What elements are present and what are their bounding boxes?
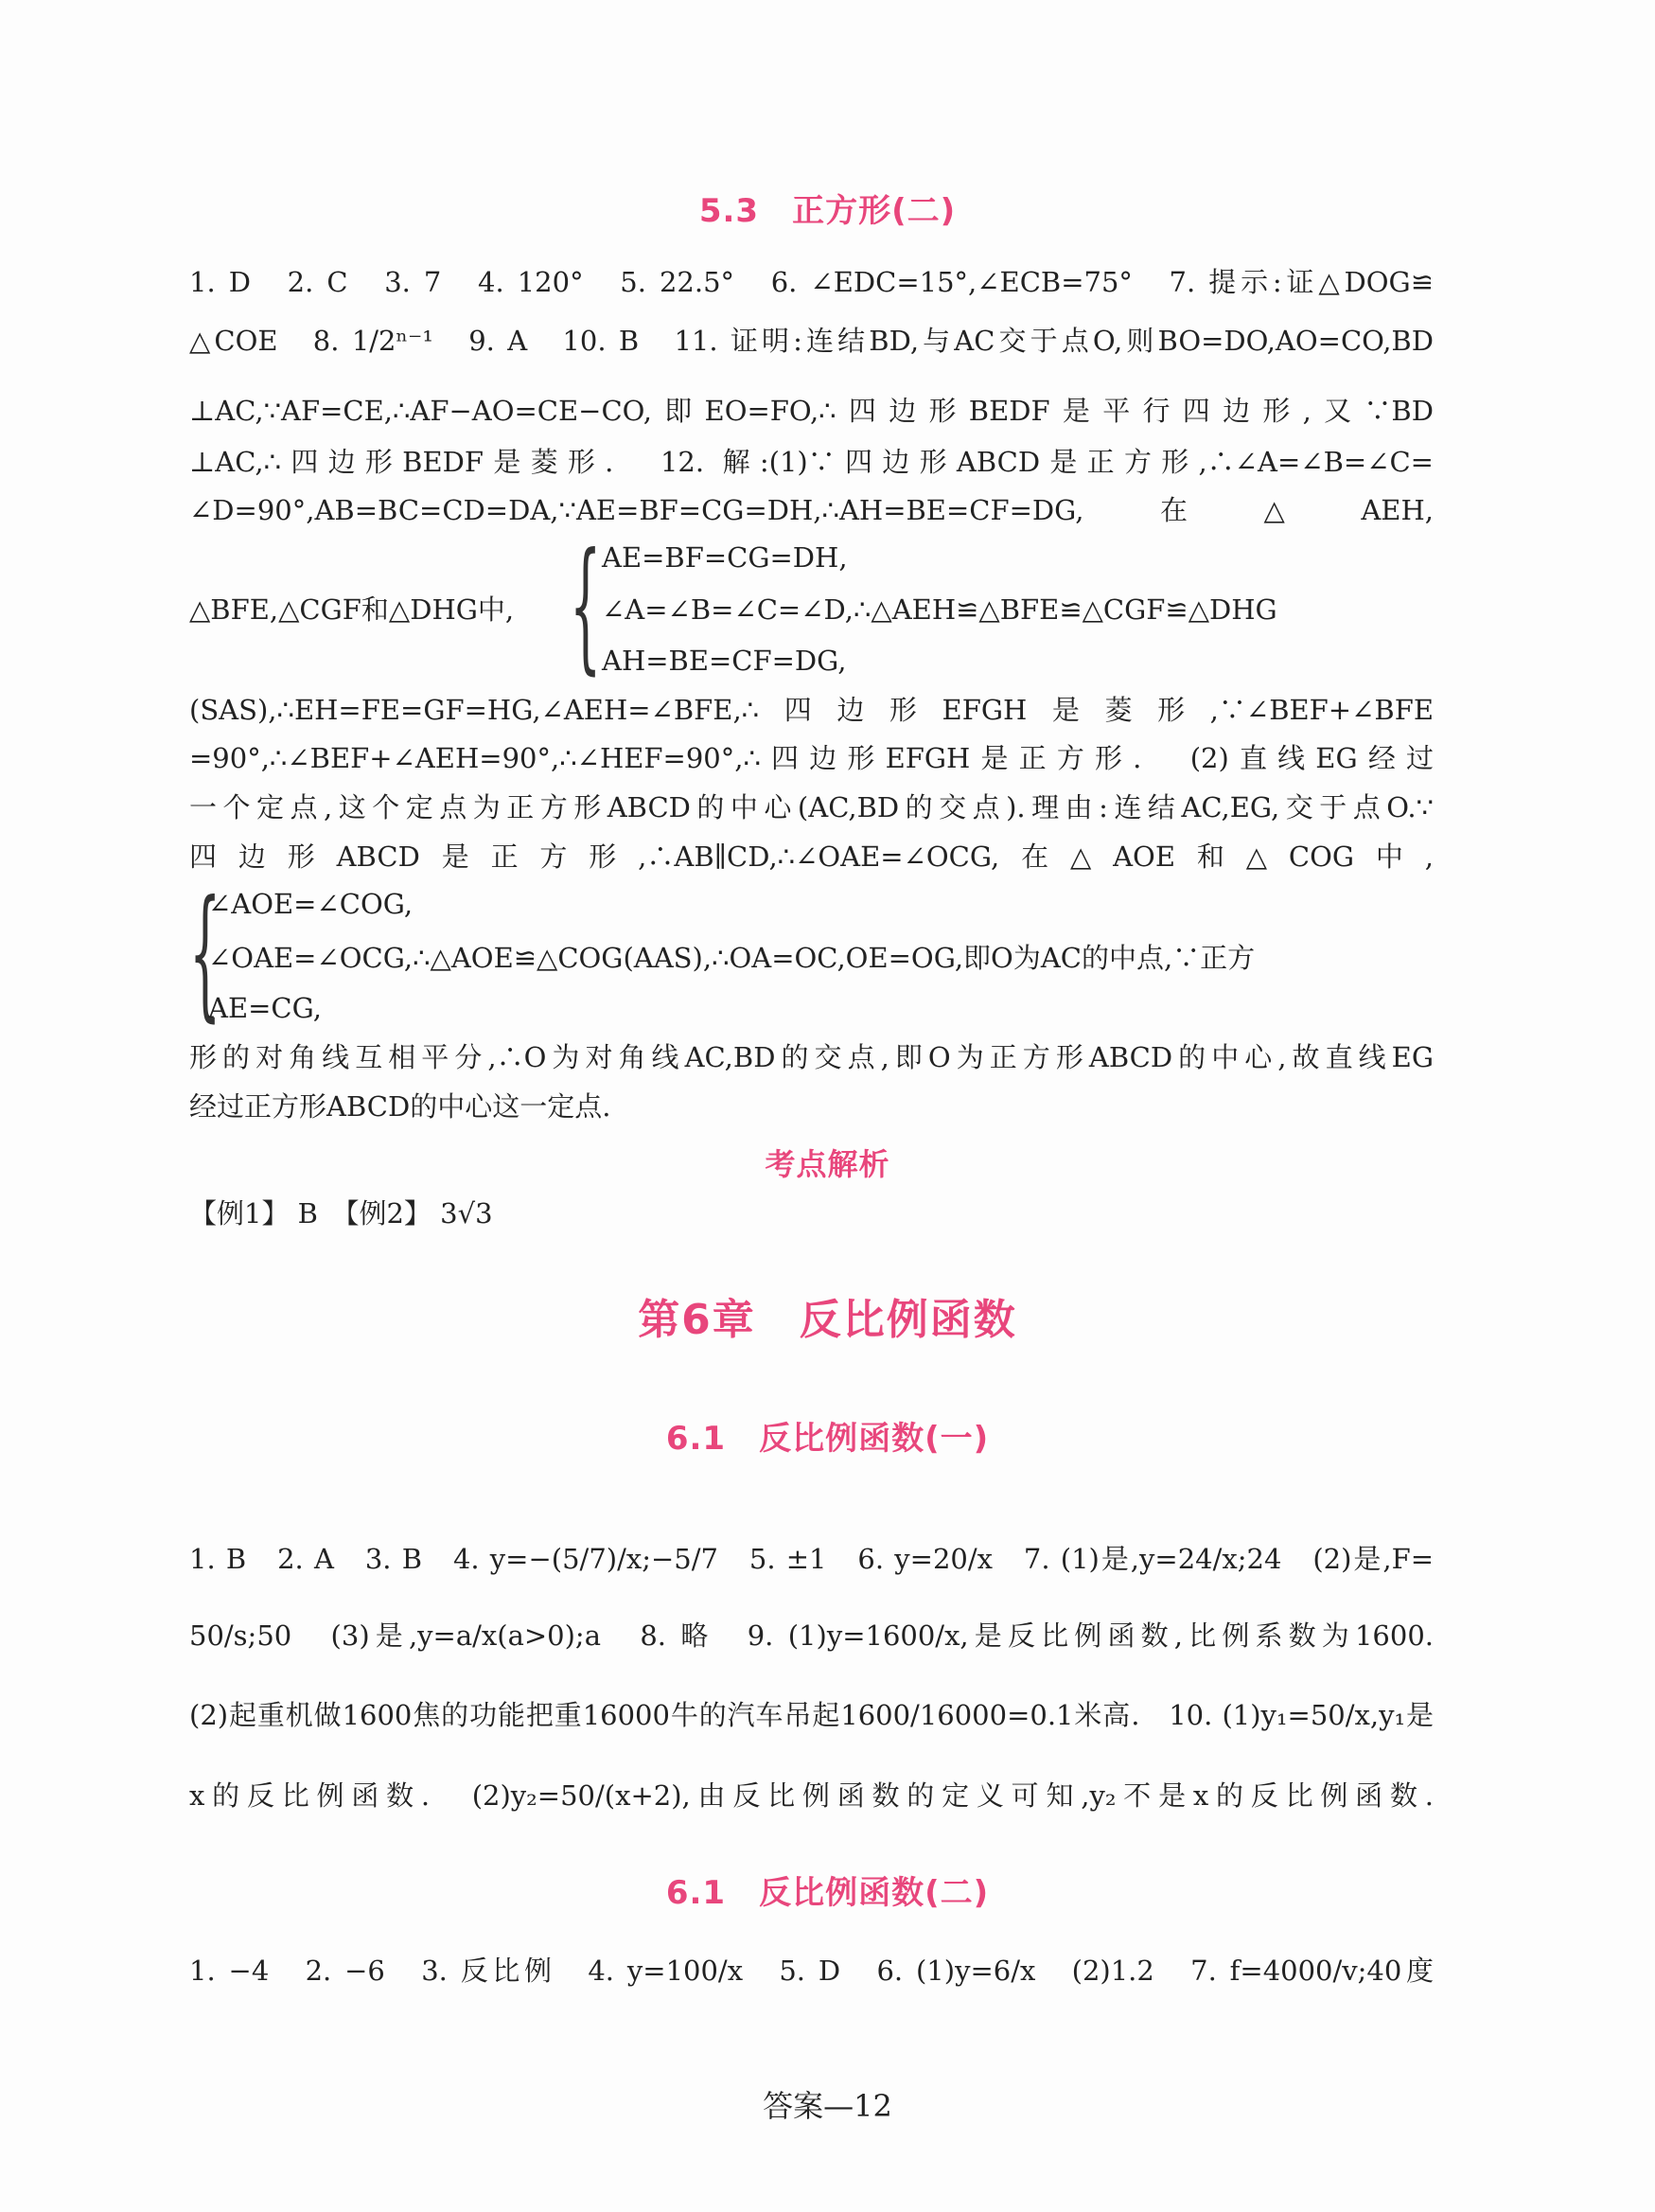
answer-line: 形的对角线互相平分,∴O为对角线AC,BD的交点,即O为正方形ABCD的中心,故直线EG [189,1041,1434,1073]
answer-line: x的反比例函数. (2)y₂=50/(x+2),由反比例函数的定义可知,y₂不是x的反比例函数. [189,1779,1434,1812]
system-row: AH=BE=CF=DG, [602,645,847,677]
system-row: ∠AOE=∠COG, [208,888,414,920]
system-prefix: △BFE,△CGF和△DHG中, [189,593,515,626]
answer-line: (2)起重机做1600焦的功能把重16000牛的汽车吊起1600/16000=0.1米高. 10. (1)y₁=50/x,y₁是 [189,1699,1434,1731]
answer-line: =90°,∴∠BEF+∠AEH=90°,∴∠HEF=90°,∴四边形EFGH是正方形. (2)直线EG经过 [189,742,1434,774]
left-brace-icon: { [570,523,602,688]
section-title-5-3: 5.3 正方形(二) [698,192,957,230]
answer-line: 1. −4 2. −6 3. 反比例 4. y=100/x 5. D 6. (1)y=6/x (2)1.2 7. f=4000/v;40度 [189,1955,1434,1987]
answer-line: ∠D=90°,AB=BC=CD=DA,∵AE=BF=CG=DH,∴AH=BE=CF=DG,在△AEH, [189,494,1434,526]
answer-line: 1. D 2. C 3. 7 4. 120° 5. 22.5° 6. ∠EDC=15°,∠ECB=75° 7. 提示:证△DOG≌ [189,266,1434,298]
system-row: AE=BF=CG=DH, [602,541,848,574]
page-number: 答案—12 [763,2088,892,2124]
answer-line: ⊥AC,∵AF=CE,∴AF−AO=CE−CO,即EO=FO,∴四边形BEDF是平行四边形,又∵BD [189,395,1434,427]
chapter-title: 第6章 反比例函数 [638,1296,1017,1344]
system-row: ∠A=∠B=∠C=∠D,∴△AEH≌△BFE≌△CGF≌△DHG [602,593,1277,626]
system-row: ∠OAE=∠OCG,∴△AOE≌△COG(AAS),∴OA=OC,OE=OG,即O为AC的中点,∵正方 [208,942,1256,974]
answer-line: (SAS),∴EH=FE=GF=HG,∠AEH=∠BFE,∴四边形EFGH是菱形,∵∠BEF+∠BFE [189,694,1434,726]
answer-line: 50/s;50 (3)是,y=a/x(a>0);a 8. 略 9. (1)y=1600/x,是反比例函数,比例系数为1600. [189,1619,1434,1652]
section-title-6-1-a: 6.1 反比例函数(一) [665,1420,990,1458]
section-title-6-1-b: 6.1 反比例函数(二) [665,1874,990,1912]
system-row: AE=CG, [208,992,322,1024]
example-answers: 【例1】 B 【例2】 3√3 [189,1197,493,1230]
left-brace-icon: { [189,871,221,1035]
kaodian-title: 考点解析 [765,1146,890,1182]
answer-line: △COE 8. 1/2ⁿ⁻¹ 9. A 10. B 11. 证明:连结BD,与AC交于点O,则BO=DO,AO=CO,BD [189,325,1434,357]
answer-line: 经过正方形ABCD的中心这一定点. [189,1090,611,1123]
answer-line: 1. B 2. A 3. B 4. y=−(5/7)/x;−5/7 5. ±1 6. y=20/x 7. (1)是,y=24/x;24 (2)是,F= [189,1543,1434,1575]
answer-line: 四边形ABCD是正方形,∴AB∥CD,∴∠OAE=∠OCG,在△AOE和△COG中, [189,841,1434,873]
answer-line: 一个定点,这个定点为正方形ABCD的中心(AC,BD的交点).理由:连结AC,EG,交于点O.∵ [189,791,1434,823]
answer-line: ⊥AC,∴四边形BEDF是菱形. 12. 解:(1)∵四边形ABCD是正方形,∴∠A=∠B=∠C= [189,446,1434,478]
